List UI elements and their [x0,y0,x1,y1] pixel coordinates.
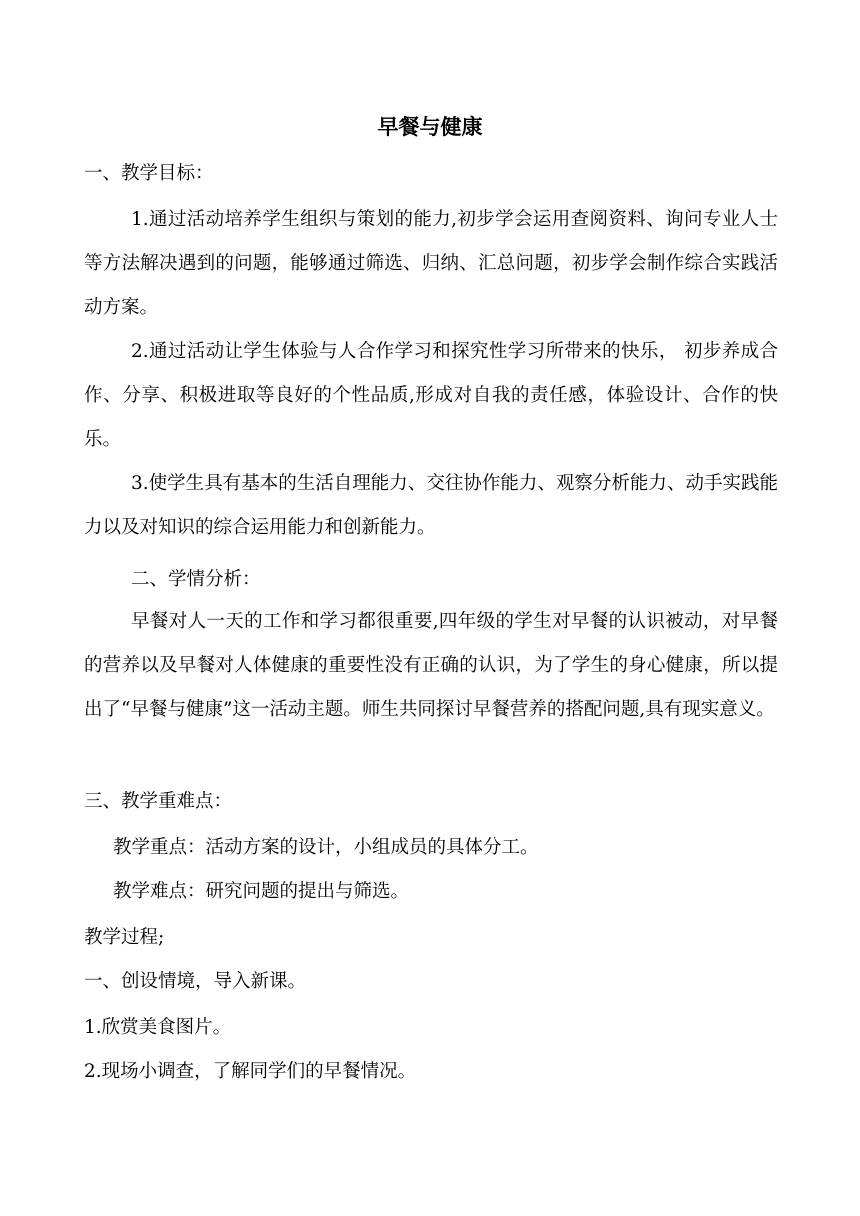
difficult-point-line: 教学难点：研究问题的提出与筛选。 [113,881,410,902]
goal-2-paragraph: 2.通过活动让学生体验与人合作学习和探究性学习所带来的快乐， 初步养成合作、分享、积极进取等良好的个性品质,形成对自我的责任感，体验设计、合作的快乐。 [84,341,778,450]
goal-3-paragraph: 3.使学生具有基本的生活自理能力、交往协作能力、观察分析能力、动手实践能力以及对知识的综合运用能力和创新能力。 [84,473,778,538]
section-heading-learning-analysis: 二、学情分析： [131,569,261,590]
section-heading-teaching-goals: 一、教学目标： [84,163,214,184]
section-heading-key-difficult-points: 三、教学重难点： [84,791,233,812]
learning-analysis-paragraph: 早餐对人一天的工作和学习都很重要,四年级的学生对早餐的认识被动，对早餐的营养以及早餐对人体健康的重要性没有正确的认识，为了学生的身心健康，所以提出了“早餐与健康”这一活动主题。师生共同探讨早餐营养的搭配问题,具有现实意义。 [84,611,778,720]
teaching-process-heading: 教学过程; [84,927,165,948]
step-1-item-2: 2.现场小调查，了解同学们的早餐情况。 [84,1061,417,1082]
step-1-item-1: 1.欣赏美食图片。 [84,1017,232,1038]
key-point-line: 教学重点：活动方案的设计，小组成员的具体分工。 [113,837,539,858]
goal-1-paragraph: 1.通过活动培养学生组织与策划的能力,初步学会运用查阅资料、询问专业人士等方法解决遇到的问题，能够通过筛选、归纳、汇总问题，初步学会制作综合实践活动方案。 [84,209,778,318]
document-title: 早餐与健康 [377,114,483,139]
step-1-heading: 一、创设情境，导入新课。 [84,971,307,992]
